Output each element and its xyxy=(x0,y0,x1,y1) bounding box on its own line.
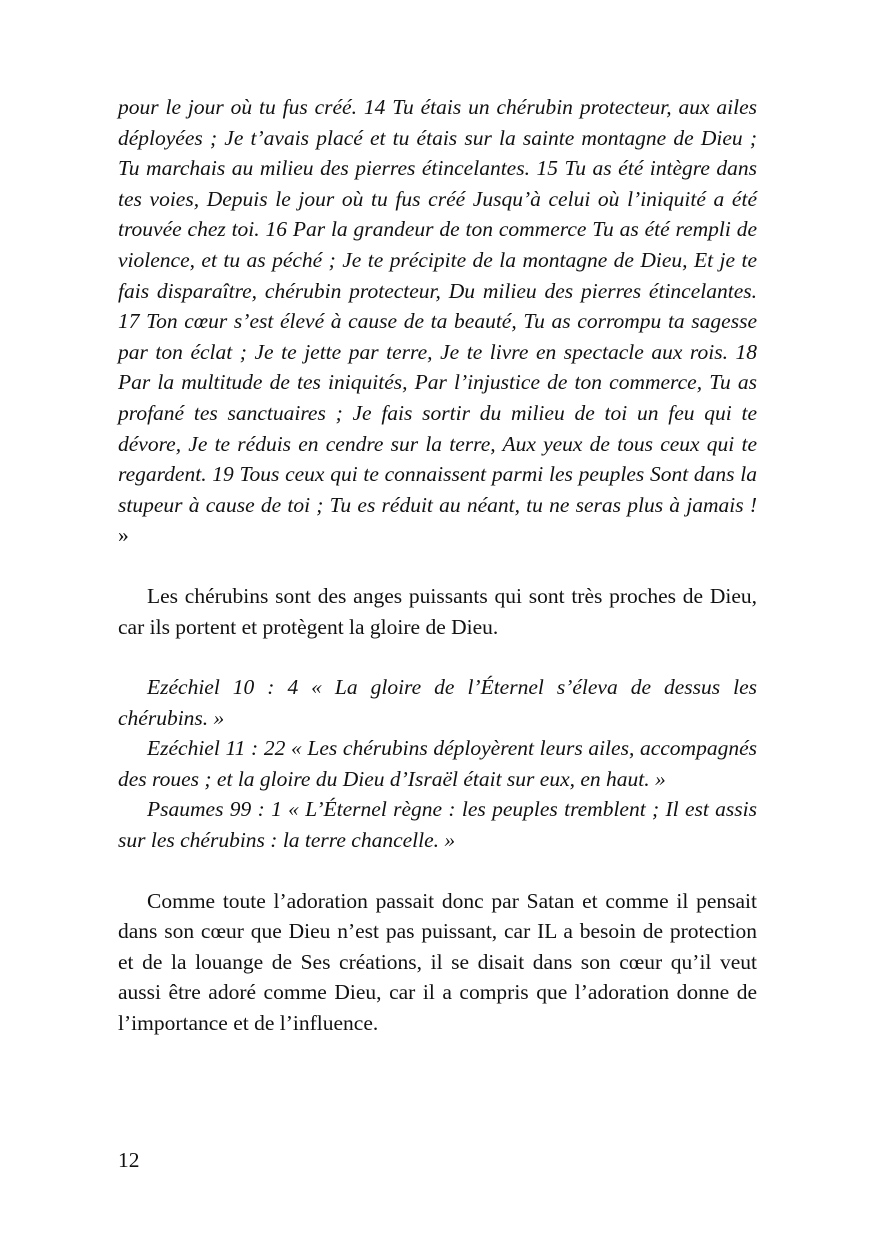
scripture-quote-block xyxy=(118,92,757,551)
paragraph-spacer xyxy=(118,642,757,672)
page-number: 12 xyxy=(118,1148,140,1172)
closing-quote-mark: » xyxy=(118,523,129,548)
paragraph-adoration: Comme toute l’adoration passait donc par Satan et comme il pensait dans son cœur que Dieu n’est pas puissant, car IL a besoin de protection et de la louange de Ses créations, il se disait dans son cœur qu’il veut aussi être adoré comme Dieu, car il a compris que l’adoration donne de l’importance et de l’influence. xyxy=(118,888,757,1036)
paragraph-cherubim: Les chérubins sont des anges puissants qui sont très proches de Dieu, car ils portent et protègent la gloire de Dieu. xyxy=(118,583,757,639)
verse-ezekiel-11-22: Ezéchiel 11 : 22 « Les chérubins déployèrent leurs ailes, accompagnés des roues ; et la gloire du Dieu d’Israël était sur eux, en haut. » xyxy=(118,736,757,791)
paragraph-spacer xyxy=(118,551,757,581)
paragraph-spacer xyxy=(118,856,757,886)
page-body xyxy=(118,92,757,1039)
verse-psalms-99-1: Psaumes 99 : 1 « L’Éternel règne : les peuples tremblent ; Il est assis sur les chérubins : la terre chancelle. » xyxy=(118,797,757,853)
verse-ezekiel-10-4: Ezéchiel 10 : 4 « La gloire de l’Éternel s’éleva de dessus les chérubins. » xyxy=(118,675,757,730)
scripture-quote-text: pour le jour où tu fus créé. 14 Tu étais un chérubin protecteur, aux ailes déployées ; Je t’avais placé et tu étais sur la sainte montagne de Dieu ; Tu marchais au milieu des pierres étincelantes. 15 Tu as été intègre dans tes voies, Depuis le jour où tu fus créé Jusqu’à celui où l’iniquité a été trouvée chez toi. 16 Par la grandeur de ton commerce Tu as été rempli de violence, et tu as péché ; Je te précipite de la montagne de Dieu, Et je te fais disparaître, chérubin protecteur, Du milieu des pierres étincelantes. 17 Ton cœur s’est élevé à cause de ta beauté, Tu as corrompu ta sagesse par ton éclat ; Je te jette par terre, Je te livre en spectacle aux rois. 18 Par la multitude de tes iniquités, Par l’injustice de ton commerce, Tu as profané tes sanctuaires ; Je fais sortir du milieu de toi un feu qui te dévore, Je te réduis en cendre sur la terre, Aux yeux de tous ceux qui te regardent. 19 Tous ceux qui te connaissent parmi les peuples Sont dans la stupeur à cause de toi ; Tu es réduit au néant, tu ne seras plus à jamais ! xyxy=(118,95,757,517)
